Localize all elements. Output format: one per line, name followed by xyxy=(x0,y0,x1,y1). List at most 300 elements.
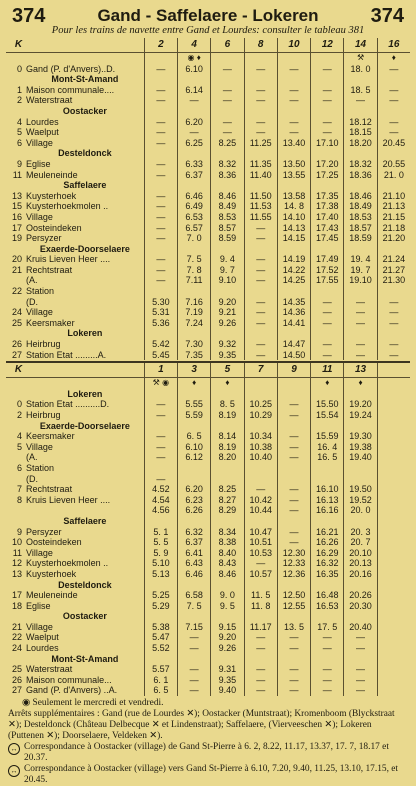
time-cell: — xyxy=(244,223,277,234)
section-name: Oostacker xyxy=(62,105,107,116)
time-cell xyxy=(377,452,410,463)
time-cell: 13.55 xyxy=(277,170,310,181)
time-cell: 18.59 xyxy=(344,233,377,244)
time-cell xyxy=(277,286,310,297)
time-cell: 4.52 xyxy=(144,484,177,495)
time-cell: 17.20 xyxy=(311,159,344,170)
time-cell: — xyxy=(244,339,277,350)
time-cell xyxy=(344,654,377,665)
time-cell: 17.25 xyxy=(311,170,344,181)
table-row xyxy=(6,117,410,128)
time-cell: 8.19 xyxy=(211,442,244,453)
table-row xyxy=(6,463,410,474)
table-row xyxy=(6,569,410,580)
station-name: Station Etat ..........D. xyxy=(26,399,110,410)
station-name: Station xyxy=(26,286,55,297)
time-cell: 4.54 xyxy=(144,495,177,506)
time-cell: — xyxy=(178,685,211,696)
time-cell xyxy=(144,580,177,591)
km-cell: 5 xyxy=(17,441,23,452)
notes xyxy=(6,696,410,786)
time-cell: — xyxy=(144,399,177,410)
time-cell: 16.32 xyxy=(311,558,344,569)
time-cell xyxy=(377,580,410,591)
time-cell: — xyxy=(277,527,310,538)
time-cell: — xyxy=(277,632,310,643)
time-cell: — xyxy=(244,85,277,96)
time-cell: 9.15 xyxy=(211,622,244,633)
time-cell: — xyxy=(244,117,277,128)
time-cell: 6.26 xyxy=(178,505,211,516)
train-mark-icon: ⚒ ◉ xyxy=(144,378,177,389)
table-row xyxy=(6,537,410,548)
time-cell: 18. 5 xyxy=(344,85,377,96)
time-cell: 7.19 xyxy=(178,307,211,318)
station-name: Oosteindeken xyxy=(26,222,82,233)
time-cell: — xyxy=(244,350,277,361)
time-cell: — xyxy=(311,117,344,128)
table-row xyxy=(6,590,410,601)
time-cell xyxy=(211,106,244,117)
time-cell: — xyxy=(178,632,211,643)
time-cell xyxy=(311,74,344,85)
time-cell: 5.57 xyxy=(144,664,177,675)
time-cell: 10.29 xyxy=(244,410,277,421)
time-cell: 20.40 xyxy=(344,622,377,633)
station-name: Waterstraat xyxy=(26,664,73,675)
time-cell: — xyxy=(377,307,410,318)
time-cell: 9.35 xyxy=(211,350,244,361)
time-cell xyxy=(377,410,410,421)
time-cell: 16.26 xyxy=(311,537,344,548)
page-title: Gand - Saffelaere - Lokeren xyxy=(97,6,319,25)
section-row xyxy=(6,148,410,159)
time-cell: 6.46 xyxy=(178,569,211,580)
section-name: Exaerde-Doorselaere xyxy=(39,243,130,254)
time-cell: — xyxy=(211,127,244,138)
time-cell xyxy=(344,516,377,527)
time-cell xyxy=(277,244,310,255)
time-cell: 21.18 xyxy=(377,223,410,234)
km-cell: 11 xyxy=(12,169,23,180)
time-cell: — xyxy=(144,212,177,223)
time-cell: — xyxy=(144,191,177,202)
time-cell xyxy=(211,654,244,665)
time-cell: 17. 5 xyxy=(311,622,344,633)
time-cell xyxy=(211,611,244,622)
time-cell: 20.26 xyxy=(344,590,377,601)
time-cell: — xyxy=(144,431,177,442)
time-cell: 8.32 xyxy=(211,159,244,170)
time-cell: 20. 0 xyxy=(344,505,377,516)
time-cell: 8.40 xyxy=(211,548,244,559)
time-cell: 5.38 xyxy=(144,622,177,633)
km-cell xyxy=(6,389,24,400)
time-cell: 5.30 xyxy=(144,297,177,308)
km-cell xyxy=(6,474,24,485)
station-header xyxy=(24,363,144,378)
time-cell: 6.20 xyxy=(178,484,211,495)
time-cell xyxy=(211,474,244,485)
km-cell: 21 xyxy=(12,621,23,632)
time-cell: — xyxy=(277,431,310,442)
time-cell xyxy=(244,654,277,665)
table-row xyxy=(6,664,410,675)
time-cell: 13.50 xyxy=(277,159,310,170)
km-cell: 18 xyxy=(12,600,23,611)
time-cell: — xyxy=(277,505,310,516)
time-cell: — xyxy=(144,64,177,75)
time-cell: 5.29 xyxy=(144,601,177,612)
time-cell xyxy=(377,527,410,538)
time-cell xyxy=(277,516,310,527)
time-cell: 12.55 xyxy=(277,601,310,612)
time-cell: 10.44 xyxy=(244,505,277,516)
station-name: Meuleneinde xyxy=(26,590,78,601)
time-cell: 10.57 xyxy=(244,569,277,580)
section-row xyxy=(6,180,410,191)
time-cell xyxy=(178,328,211,339)
time-cell: — xyxy=(244,632,277,643)
time-cell xyxy=(244,286,277,297)
time-cell: — xyxy=(377,117,410,128)
inbound-timetable xyxy=(6,363,410,696)
time-cell xyxy=(178,180,211,191)
km-cell: 8 xyxy=(17,494,23,505)
time-cell: — xyxy=(277,95,310,106)
time-cell xyxy=(144,148,177,159)
time-cell xyxy=(311,654,344,665)
time-cell: 5.31 xyxy=(144,307,177,318)
section-row xyxy=(6,421,410,432)
km-cell: 12 xyxy=(12,558,23,569)
km-cell xyxy=(6,378,24,389)
time-cell: 9. 5 xyxy=(211,601,244,612)
time-cell: 7.35 xyxy=(178,350,211,361)
time-cell: — xyxy=(144,452,177,463)
time-cell: — xyxy=(144,410,177,421)
time-cell: 8.38 xyxy=(211,537,244,548)
time-cell xyxy=(377,286,410,297)
time-cell: — xyxy=(144,127,177,138)
km-cell xyxy=(6,654,24,665)
time-cell: 7. 8 xyxy=(178,265,211,276)
station-name: Kuysterhoekmolen .. xyxy=(26,558,109,569)
time-cell: 17.55 xyxy=(311,275,344,286)
time-cell xyxy=(277,148,310,159)
time-cell xyxy=(344,580,377,591)
train-number: 5 xyxy=(211,363,244,378)
train-number: 4 xyxy=(178,38,211,53)
km-cell xyxy=(6,53,24,64)
train-mark-icon: ♦ xyxy=(311,378,344,389)
time-cell: — xyxy=(244,95,277,106)
time-cell: 9.20 xyxy=(211,297,244,308)
time-cell: — xyxy=(344,685,377,696)
km-cell: 2 xyxy=(17,95,23,106)
time-cell: 9.35 xyxy=(211,675,244,686)
time-cell: 11.50 xyxy=(244,191,277,202)
time-cell xyxy=(277,474,310,485)
time-cell xyxy=(377,505,410,516)
time-cell: — xyxy=(144,265,177,276)
time-cell: 12.50 xyxy=(277,590,310,601)
time-cell: — xyxy=(311,307,344,318)
time-cell: 8. 5 xyxy=(211,399,244,410)
time-cell: — xyxy=(311,127,344,138)
time-cell: — xyxy=(311,664,344,675)
station-name: Maison communale.... xyxy=(26,84,115,95)
table-row xyxy=(6,474,410,485)
time-cell: 9. 0 xyxy=(211,590,244,601)
time-cell: 7.30 xyxy=(178,339,211,350)
table-row xyxy=(6,558,410,569)
time-cell xyxy=(377,516,410,527)
time-cell: — xyxy=(377,350,410,361)
section-name: Lokeren xyxy=(67,388,103,399)
time-cell: 5.36 xyxy=(144,318,177,329)
km-header: K xyxy=(6,363,24,378)
time-cell: — xyxy=(344,350,377,361)
time-cell xyxy=(377,569,410,580)
table-row xyxy=(6,223,410,234)
station-name: Oosteindeken xyxy=(26,537,82,548)
table-row xyxy=(6,265,410,276)
time-cell: 8.49 xyxy=(211,201,244,212)
time-cell xyxy=(144,180,177,191)
time-cell: — xyxy=(377,95,410,106)
time-cell: 18.36 xyxy=(344,170,377,181)
time-cell: 19. 4 xyxy=(344,254,377,265)
train-number xyxy=(377,363,410,378)
time-cell: 6.37 xyxy=(178,170,211,181)
time-cell: — xyxy=(311,685,344,696)
time-cell: — xyxy=(344,318,377,329)
section-name: Desteldonck xyxy=(58,148,112,159)
time-cell: 6.53 xyxy=(178,212,211,223)
station-name: Lourdes xyxy=(26,116,59,127)
time-cell: 7. 5 xyxy=(178,601,211,612)
time-cell: 5. 5 xyxy=(144,537,177,548)
time-cell: 10.47 xyxy=(244,527,277,538)
time-cell: — xyxy=(211,85,244,96)
time-cell: 19.30 xyxy=(344,431,377,442)
time-cell: 14.10 xyxy=(277,212,310,223)
table-row xyxy=(6,275,410,286)
time-cell: 6.33 xyxy=(178,159,211,170)
time-cell: 6.25 xyxy=(178,138,211,149)
time-cell xyxy=(211,421,244,432)
time-cell: 7. 5 xyxy=(178,254,211,265)
table-row xyxy=(6,233,410,244)
time-cell xyxy=(344,421,377,432)
time-cell: 11.35 xyxy=(244,159,277,170)
time-cell: 9. 4 xyxy=(211,254,244,265)
table-row xyxy=(6,318,410,329)
table-row xyxy=(6,64,410,75)
train-number: 13 xyxy=(344,363,377,378)
km-cell: 5 xyxy=(17,127,23,138)
correspondence-icon: ↔ xyxy=(8,765,20,777)
time-cell: — xyxy=(211,95,244,106)
time-cell: 4.56 xyxy=(144,505,177,516)
time-cell xyxy=(344,244,377,255)
time-cell xyxy=(377,537,410,548)
time-cell: 19.50 xyxy=(344,484,377,495)
time-cell xyxy=(277,389,310,400)
km-cell: 9 xyxy=(17,158,23,169)
km-cell: 13 xyxy=(12,190,23,201)
time-cell xyxy=(377,622,410,633)
time-cell xyxy=(178,516,211,527)
time-cell: — xyxy=(244,675,277,686)
train-marks-row xyxy=(6,53,410,64)
time-cell xyxy=(277,580,310,591)
time-cell: 5.13 xyxy=(144,569,177,580)
time-cell: — xyxy=(311,95,344,106)
note-correspondence-2 xyxy=(8,764,408,786)
km-cell: 13 xyxy=(12,568,23,579)
time-cell: 17.45 xyxy=(311,233,344,244)
time-cell xyxy=(144,611,177,622)
time-cell: — xyxy=(277,484,310,495)
time-cell xyxy=(344,474,377,485)
outbound-timetable xyxy=(6,38,410,360)
km-cell xyxy=(6,180,24,191)
time-cell: 6.14 xyxy=(178,85,211,96)
table-row xyxy=(6,431,410,442)
station-cell xyxy=(24,378,144,389)
train-mark-icon xyxy=(311,53,344,64)
time-cell: — xyxy=(311,350,344,361)
train-mark-icon xyxy=(277,53,310,64)
time-cell xyxy=(178,389,211,400)
time-cell xyxy=(178,421,211,432)
time-cell: — xyxy=(144,85,177,96)
km-cell: 20 xyxy=(12,254,23,265)
station-name: Station xyxy=(26,462,55,473)
time-cell: 8.34 xyxy=(211,527,244,538)
table-row xyxy=(6,159,410,170)
station-cell xyxy=(24,53,144,64)
time-cell xyxy=(178,74,211,85)
section-row xyxy=(6,244,410,255)
station-name: Waelput xyxy=(26,632,59,643)
time-cell: 6.57 xyxy=(178,223,211,234)
time-cell xyxy=(178,244,211,255)
time-cell xyxy=(277,74,310,85)
time-cell: 8.27 xyxy=(211,495,244,506)
table-row xyxy=(6,307,410,318)
time-cell xyxy=(144,463,177,474)
time-cell: — xyxy=(244,643,277,654)
station-name: Lourdes xyxy=(26,643,59,654)
time-cell xyxy=(144,106,177,117)
km-cell: 1 xyxy=(17,84,23,95)
time-cell: 20. 7 xyxy=(344,537,377,548)
time-cell xyxy=(344,148,377,159)
time-cell xyxy=(344,328,377,339)
table-number-left: 374 xyxy=(12,5,46,27)
time-cell xyxy=(144,389,177,400)
km-cell xyxy=(6,452,24,463)
km-cell: 19 xyxy=(12,233,23,244)
time-cell: — xyxy=(277,85,310,96)
time-cell: 8.46 xyxy=(211,569,244,580)
time-cell: 9.40 xyxy=(211,685,244,696)
time-cell: — xyxy=(277,117,310,128)
time-cell: 14.22 xyxy=(277,265,310,276)
time-cell: — xyxy=(277,643,310,654)
km-cell: 6 xyxy=(17,462,23,473)
time-cell: 10.25 xyxy=(244,399,277,410)
time-cell: 17.43 xyxy=(311,223,344,234)
km-cell: 17 xyxy=(12,222,23,233)
time-cell xyxy=(144,421,177,432)
table-row xyxy=(6,254,410,265)
time-cell: 14.25 xyxy=(277,275,310,286)
time-cell: 16.13 xyxy=(311,495,344,506)
time-cell: 14.19 xyxy=(277,254,310,265)
time-cell: 9. 7 xyxy=(211,265,244,276)
time-cell: 6. 5 xyxy=(144,685,177,696)
time-cell xyxy=(144,286,177,297)
time-cell: — xyxy=(377,64,410,75)
km-cell: 24 xyxy=(12,643,23,654)
time-cell xyxy=(244,244,277,255)
time-cell: 10.51 xyxy=(244,537,277,548)
section-name: Saffelaere xyxy=(63,515,107,526)
km-cell xyxy=(6,580,24,591)
time-cell xyxy=(178,463,211,474)
time-cell: — xyxy=(178,675,211,686)
table-row xyxy=(6,286,410,297)
time-cell: 18.20 xyxy=(344,138,377,149)
time-cell: 6. 5 xyxy=(178,431,211,442)
station-name: Meuleneinde xyxy=(26,169,78,180)
time-cell: — xyxy=(144,117,177,128)
station-name: (D. xyxy=(26,473,39,484)
time-cell: 10.38 xyxy=(244,442,277,453)
time-cell xyxy=(178,106,211,117)
time-cell: — xyxy=(178,664,211,675)
time-cell: — xyxy=(178,127,211,138)
time-cell: 14.35 xyxy=(277,297,310,308)
km-cell: 25 xyxy=(12,664,23,675)
time-cell: 8.19 xyxy=(211,410,244,421)
time-cell xyxy=(377,74,410,85)
time-cell xyxy=(377,421,410,432)
km-cell xyxy=(6,421,24,432)
time-cell xyxy=(377,601,410,612)
train-number: 6 xyxy=(211,38,244,53)
time-cell: 21.24 xyxy=(377,254,410,265)
time-cell: 20.10 xyxy=(344,548,377,559)
time-cell xyxy=(244,463,277,474)
time-cell xyxy=(178,654,211,665)
time-cell xyxy=(344,286,377,297)
time-cell: — xyxy=(244,275,277,286)
time-cell: 8.14 xyxy=(211,431,244,442)
time-cell xyxy=(377,643,410,654)
train-mark-icon xyxy=(211,53,244,64)
station-name: Village xyxy=(26,441,53,452)
time-cell xyxy=(377,180,410,191)
station-name: Keersmaker xyxy=(26,431,75,442)
train-number: 16 xyxy=(377,38,410,53)
time-cell: — xyxy=(277,127,310,138)
time-cell: 5.59 xyxy=(178,410,211,421)
